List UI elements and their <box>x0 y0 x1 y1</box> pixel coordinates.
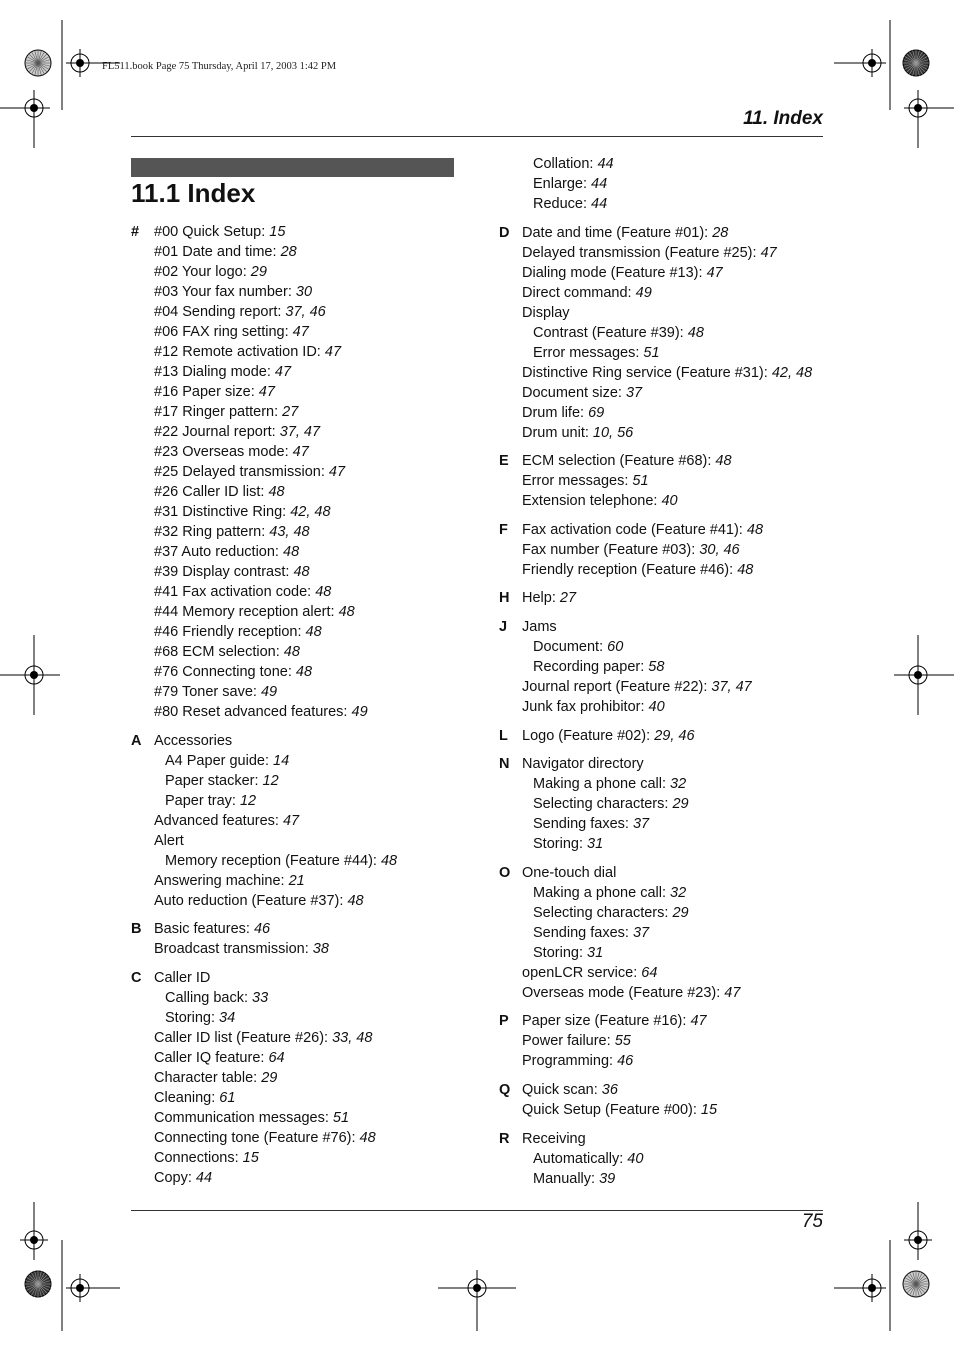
index-entry-term: Answering machine: <box>154 872 289 889</box>
index-entry-term: Enlarge: <box>533 176 592 192</box>
index-entry <box>522 471 649 491</box>
index-entry-term: Recording paper: <box>533 659 649 675</box>
index-entry-pages: 47 <box>760 244 777 261</box>
index-entry <box>154 482 285 502</box>
index-entry-term: Caller ID list (Feature #26): <box>154 1029 333 1046</box>
index-letter: J <box>499 619 508 635</box>
index-entry-term: Character table: <box>154 1069 262 1086</box>
index-entry-term: #01 Date and time: <box>154 244 281 260</box>
index-entry-pages: 64 <box>641 964 658 981</box>
index-entry-pages: 28 <box>280 244 297 260</box>
index-entry-term: Basic features: <box>154 921 254 938</box>
index-entry-pages: 10, 56 <box>592 424 634 441</box>
index-entry-term: Storing: <box>165 1009 219 1026</box>
index-entry-pages: 37, 46 <box>285 304 326 320</box>
index-entry <box>533 923 649 943</box>
index-entry-term: Quick scan: <box>522 1082 602 1098</box>
index-entry <box>533 343 660 363</box>
index-letter: H <box>499 590 510 607</box>
index-entry-term: #26 Caller ID list: <box>154 484 269 500</box>
index-entry-pages: 33, 48 <box>332 1029 373 1046</box>
index-entry-pages: 46 <box>617 1053 634 1070</box>
index-entry <box>522 863 616 883</box>
index-entry-term: Communication messages: <box>154 1109 333 1126</box>
index-entry-term: Caller IQ feature: <box>154 1049 269 1066</box>
index-entry-term: Automatically: <box>533 1150 628 1167</box>
index-entry-pages: 48 <box>305 624 322 640</box>
index-entry <box>154 462 345 482</box>
index-letter: A <box>131 732 142 749</box>
index-entry-pages: 44 <box>195 1169 213 1186</box>
index-entry-pages: 36 <box>601 1082 618 1098</box>
index-entry-term: Distinctive Ring service (Feature #31): <box>522 364 772 381</box>
index-entry-pages: 47 <box>292 324 309 340</box>
index-entry <box>154 622 322 642</box>
index-entry-pages: 30, 46 <box>699 541 740 558</box>
index-entry-term: #39 Display contrast: <box>154 564 294 580</box>
index-entry-term: Advanced features: <box>154 812 283 829</box>
index-entry <box>533 794 689 814</box>
index-entry-pages: 48 <box>293 564 310 580</box>
index-entry-term: #46 Friendly reception: <box>154 624 306 640</box>
index-entry-term: Friendly reception (Feature #46): <box>522 561 738 578</box>
index-entry-term: Receiving <box>522 1130 586 1147</box>
header-rule <box>131 136 823 137</box>
index-entry-pages: 47 <box>274 364 292 380</box>
index-entry-term: Making a phone call: <box>533 776 671 793</box>
index-entry-pages: 29, 46 <box>654 727 695 744</box>
index-entry <box>522 451 732 471</box>
index-entry-term: Date and time (Feature #01): <box>522 224 713 241</box>
index-entry <box>533 883 686 903</box>
index-entry-term: Junk fax prohibitor: <box>522 699 649 715</box>
index-entry-pages: 49 <box>635 284 652 301</box>
index-entry <box>154 362 291 382</box>
index-entry <box>154 682 277 702</box>
index-entry <box>533 637 623 657</box>
index-entry-term: Extension telephone: <box>522 493 662 510</box>
index-entry-pages: 40 <box>648 699 665 715</box>
index-entry-term: Selecting characters: <box>533 904 673 921</box>
index-entry-term: Drum life: <box>522 404 589 421</box>
index-letter: D <box>499 224 510 241</box>
index-entry-pages: 12 <box>239 792 257 809</box>
index-entry-term: Journal report (Feature #22): <box>522 679 712 695</box>
index-entry-pages: 46 <box>253 921 271 938</box>
index-entry <box>154 1048 285 1068</box>
index-entry <box>533 943 603 963</box>
index-entry-term: Copy: <box>154 1169 196 1186</box>
index-entry <box>522 1011 707 1031</box>
index-entry <box>154 242 297 262</box>
index-entry <box>154 302 326 322</box>
index-entry-pages: 43, 48 <box>269 524 310 540</box>
index-entry-term: #37 Auto reduction: <box>154 544 283 560</box>
index-entry <box>154 442 309 462</box>
index-entry-term: Making a phone call: <box>533 884 671 901</box>
index-entry <box>154 731 232 751</box>
index-entry-term: Programming: <box>522 1053 618 1070</box>
index-entry-term: Calling back: <box>165 989 253 1006</box>
index-entry <box>165 751 289 771</box>
index-entry-pages: 48 <box>347 892 364 909</box>
index-entry-term: Collation: <box>533 156 598 172</box>
index-entry-term: #76 Connecting tone: <box>154 664 296 680</box>
index-entry-pages: 40 <box>627 1150 644 1167</box>
index-entry-term: Sending faxes: <box>533 816 633 833</box>
index-entry-term: #68 ECM selection: <box>154 644 284 660</box>
index-entry-pages: 48 <box>268 484 285 500</box>
index-entry <box>165 791 256 811</box>
index-entry <box>522 726 695 746</box>
index-entry <box>154 522 310 542</box>
index-entry <box>522 617 557 637</box>
index-entry-pages: 48 <box>338 604 355 620</box>
index-entry <box>154 1088 235 1108</box>
index-entry <box>522 263 723 283</box>
index-entry-pages: 48 <box>687 324 704 341</box>
index-entry-pages: 28 <box>712 224 729 241</box>
index-entry <box>154 342 341 362</box>
index-entry <box>522 423 633 443</box>
index-entry-pages: 60 <box>607 639 624 655</box>
index-entry <box>154 222 285 242</box>
index-entry-term: Logo (Feature #02): <box>522 727 655 744</box>
index-entry-term: Auto reduction (Feature #37): <box>154 892 348 909</box>
index-letter: P <box>499 1013 509 1030</box>
index-entry-term: Caller ID <box>154 969 211 986</box>
index-entry-term: Storing: <box>533 944 587 961</box>
index-entry-term: Quick Setup (Feature #00): <box>522 1102 701 1118</box>
index-entry <box>154 642 300 662</box>
index-entry <box>154 1028 372 1048</box>
index-entry-term: #12 Remote activation ID: <box>154 344 325 360</box>
index-entry-pages: 47 <box>690 1013 707 1030</box>
index-entry-pages: 47 <box>292 444 309 460</box>
index-entry <box>154 968 210 988</box>
index-entry-pages: 47 <box>324 344 342 360</box>
index-entry-pages: 32 <box>670 776 687 793</box>
index-entry <box>522 1100 717 1120</box>
index-entry-term: Error messages: <box>522 473 633 490</box>
index-entry-pages: 37, 47 <box>279 424 321 440</box>
index-entry-pages: 34 <box>219 1009 236 1026</box>
index-entry-term: Manually: <box>533 1170 600 1187</box>
index-letter: F <box>499 521 508 538</box>
index-entry-pages: 15 <box>700 1102 718 1118</box>
index-entry-term: Selecting characters: <box>533 796 673 813</box>
index-entry <box>165 851 397 871</box>
index-entry-pages: 47 <box>328 464 346 480</box>
index-letter: C <box>131 969 142 986</box>
index-entry-term: Connecting tone (Feature #76): <box>154 1129 360 1146</box>
index-entry-term: #13 Dialing mode: <box>154 364 275 380</box>
index-entry-pages: 47 <box>724 984 741 1001</box>
index-entry-pages: 15 <box>242 1149 259 1166</box>
index-entry <box>154 919 270 939</box>
footer-rule <box>131 1210 823 1211</box>
index-entry <box>165 771 279 791</box>
index-entry <box>533 194 607 214</box>
index-entry <box>522 697 665 717</box>
print-slug: FL511.book Page 75 Thursday, April 17, 2003 1:42 PM <box>102 61 337 72</box>
index-entry-pages: 48 <box>737 561 754 578</box>
index-entry <box>154 402 298 422</box>
index-entry <box>522 363 812 383</box>
index-entry <box>522 963 657 983</box>
index-entry-term: #00 Quick Setup: <box>154 224 270 240</box>
index-entry <box>522 1080 618 1100</box>
index-entry-pages: 37, 47 <box>711 679 752 695</box>
index-entry-term: openLCR service: <box>522 964 642 981</box>
index-entry-pages: 48 <box>283 544 300 560</box>
index-entry-term: #22 Journal report: <box>154 424 280 440</box>
index-entry <box>522 1051 633 1071</box>
index-entry-term: Help: <box>522 590 560 607</box>
index-entry-term: #17 Ringer pattern: <box>154 404 283 420</box>
index-entry-term: Contrast (Feature #39): <box>533 324 688 341</box>
index-entry-term: #06 FAX ring setting: <box>154 324 293 340</box>
index-letter: # <box>131 224 140 240</box>
index-entry-term: Connections: <box>154 1149 243 1166</box>
index-entry-pages: 37 <box>625 384 643 401</box>
index-entry-term: Paper stacker: <box>165 772 263 789</box>
index-entry <box>154 562 310 582</box>
index-entry <box>154 871 305 891</box>
index-letter: E <box>499 453 509 470</box>
index-entry-term: #23 Overseas mode: <box>154 444 293 460</box>
index-letter: O <box>499 864 511 881</box>
index-entry-pages: 12 <box>262 772 279 789</box>
index-entry-pages: 33 <box>252 989 269 1006</box>
index-entry-term: Paper size (Feature #16): <box>522 1013 691 1030</box>
index-entry-pages: 58 <box>648 659 665 675</box>
index-entry-pages: 30 <box>295 284 313 300</box>
index-entry <box>522 520 763 540</box>
index-entry <box>522 1129 586 1149</box>
index-entry-term: Cleaning: <box>154 1089 220 1106</box>
index-entry <box>154 542 299 562</box>
index-entry <box>154 602 355 622</box>
index-entry-term: Paper tray: <box>165 792 240 809</box>
index-letter: B <box>131 921 142 938</box>
index-entry-term: Fax number (Feature #03): <box>522 541 700 558</box>
index-entry <box>522 243 777 263</box>
index-entry <box>154 422 320 442</box>
index-entry-term: A4 Paper guide: <box>165 752 274 769</box>
index-entry-term: Broadcast transmission: <box>154 941 313 958</box>
index-entry-pages: 38 <box>312 941 329 958</box>
index-entry-pages: 48 <box>283 644 300 660</box>
index-entry-pages: 29 <box>261 1069 278 1086</box>
index-entry-pages: 48 <box>380 852 398 869</box>
index-entry-pages: 44 <box>597 156 614 172</box>
index-entry <box>522 491 678 511</box>
index-entry-term: Sending faxes: <box>533 924 633 941</box>
index-entry-pages: 37 <box>632 816 650 833</box>
index-entry <box>533 903 689 923</box>
index-entry-pages: 47 <box>282 812 300 829</box>
index-entry-term: #25 Delayed transmission: <box>154 464 329 480</box>
index-entry-term: #41 Fax activation code: <box>154 584 316 600</box>
index-entry-term: Reduce: <box>533 196 592 212</box>
index-entry <box>154 939 329 959</box>
index-entry <box>533 657 664 677</box>
index-entry <box>154 891 364 911</box>
index-entry-pages: 40 <box>661 493 678 510</box>
page-number: 75 <box>801 1211 823 1232</box>
index-entry-pages: 49 <box>260 684 278 700</box>
index-entry-pages: 42, 48 <box>290 504 331 520</box>
index-entry-term: Jams <box>522 619 557 635</box>
index-entry-term: Direct command: <box>522 284 636 301</box>
index-entry-pages: 51 <box>643 344 660 361</box>
index-entry <box>154 322 309 342</box>
index-entry-term: Memory reception (Feature #44): <box>165 852 381 869</box>
index-letter: R <box>499 1130 510 1147</box>
index-entry-pages: 21 <box>288 872 305 889</box>
index-entry-term: ECM selection (Feature #68): <box>522 453 716 470</box>
index-entry-term: #32 Ring pattern: <box>154 524 270 540</box>
index-entry <box>522 383 642 403</box>
index-entry <box>533 774 686 794</box>
running-title: 11. Index <box>743 108 823 129</box>
index-entry-term: #03 Your fax number: <box>154 284 296 300</box>
index-entry-term: #79 Toner save: <box>154 684 261 700</box>
index-entry-term: Storing: <box>533 836 587 853</box>
index-entry <box>154 702 368 722</box>
index-entry-term: #04 Sending report: <box>154 304 286 320</box>
index-entry-pages: 14 <box>273 752 290 769</box>
index-entry <box>154 662 312 682</box>
index-entry-term: Document: <box>533 639 608 655</box>
index-entry <box>533 1149 643 1169</box>
index-entry <box>154 582 331 602</box>
index-entry <box>522 303 570 323</box>
index-entry <box>154 382 275 402</box>
index-entry-term: Dialing mode (Feature #13): <box>522 264 707 281</box>
index-entry-pages: 55 <box>614 1033 631 1050</box>
index-letter: Q <box>499 1082 511 1098</box>
index-entry-term: #31 Distinctive Ring: <box>154 504 291 520</box>
index-entry-pages: 31 <box>587 944 604 961</box>
index-entry-pages: 27 <box>559 590 577 607</box>
index-entry-term: Document size: <box>522 384 626 401</box>
index-entry <box>533 323 704 343</box>
index-entry-pages: 48 <box>715 453 732 470</box>
index-entry <box>533 814 649 834</box>
index-entry <box>533 1169 615 1189</box>
index-entry <box>165 988 268 1008</box>
index-entry-pages: 32 <box>670 884 687 901</box>
index-entry <box>154 1108 349 1128</box>
index-entry-term: One-touch dial <box>522 864 617 881</box>
index-entry <box>154 282 312 302</box>
index-entry-pages: 61 <box>219 1089 236 1106</box>
index-entry-pages: 39 <box>599 1170 616 1187</box>
index-entry-term: #80 Reset advanced features: <box>154 704 352 720</box>
index-entry-term: Alert <box>154 832 184 849</box>
index-entry-term: Display <box>522 304 570 321</box>
index-entry <box>154 262 267 282</box>
index-entry <box>154 1128 376 1148</box>
index-entry <box>154 1148 259 1168</box>
index-entry-pages: 29 <box>672 904 689 921</box>
index-entry-pages: 47 <box>258 384 275 400</box>
index-entry-pages: 42, 48 <box>771 364 813 381</box>
index-entry-term: #16 Paper size: <box>154 384 259 400</box>
index-entry <box>533 834 603 854</box>
page-title: 11.1 Index <box>131 178 256 208</box>
index-entry-pages: 44 <box>591 176 608 192</box>
index-entry-term: #02 Your logo: <box>154 264 251 280</box>
index-entry-pages: 51 <box>332 1109 350 1126</box>
index-entry-term: #44 Memory reception alert: <box>154 604 339 620</box>
index-entry-pages: 48 <box>359 1129 376 1146</box>
index-entry-pages: 44 <box>591 196 608 212</box>
index-entry <box>522 283 652 303</box>
index-entry-term: Drum unit: <box>522 424 593 441</box>
index-entry <box>154 811 299 831</box>
index-entry-term: Delayed transmission (Feature #25): <box>522 244 761 261</box>
index-entry-term: Accessories <box>154 732 233 749</box>
index-entry-pages: 27 <box>282 404 299 420</box>
index-entry <box>522 223 728 243</box>
index-entry <box>165 1008 235 1028</box>
index-entry-term: Power failure: <box>522 1033 615 1050</box>
index-entry-term: Overseas mode (Feature #23): <box>522 984 725 1001</box>
index-entry <box>154 1168 212 1188</box>
index-entry-term: Fax activation code (Feature #41): <box>522 521 747 538</box>
index-entry <box>522 754 644 774</box>
index-entry-pages: 51 <box>632 473 649 490</box>
index-entry <box>522 540 740 560</box>
index-entry-pages: 47 <box>706 264 723 281</box>
index-entry-pages: 29 <box>250 264 267 280</box>
index-letter: L <box>499 727 508 744</box>
index-entry <box>522 403 604 423</box>
index-entry-pages: 48 <box>315 584 332 600</box>
index-entry-pages: 48 <box>746 521 764 538</box>
index-entry <box>154 831 184 851</box>
index-entry <box>522 677 752 697</box>
index-entry-pages: 48 <box>295 664 313 680</box>
index-entry <box>522 983 740 1003</box>
index-entry <box>154 1068 277 1088</box>
index-entry <box>533 154 614 174</box>
index-entry <box>522 588 576 608</box>
index-entry-pages: 37 <box>632 924 650 941</box>
index-entry-pages: 49 <box>351 704 368 720</box>
index-entry-pages: 69 <box>588 404 605 421</box>
index-entry-pages: 29 <box>672 796 689 813</box>
index-entry-term: Navigator directory <box>522 756 644 773</box>
index-entry <box>533 174 607 194</box>
index-entry-pages: 15 <box>269 224 286 240</box>
index-entry-term: Error messages: <box>533 344 644 361</box>
index-entry <box>522 560 753 580</box>
index-letter: N <box>499 756 510 773</box>
index-entry <box>522 1031 631 1051</box>
index-entry-pages: 31 <box>587 836 604 853</box>
index-entry <box>154 502 331 522</box>
section-bar <box>131 158 454 177</box>
index-entry-pages: 64 <box>268 1049 285 1066</box>
